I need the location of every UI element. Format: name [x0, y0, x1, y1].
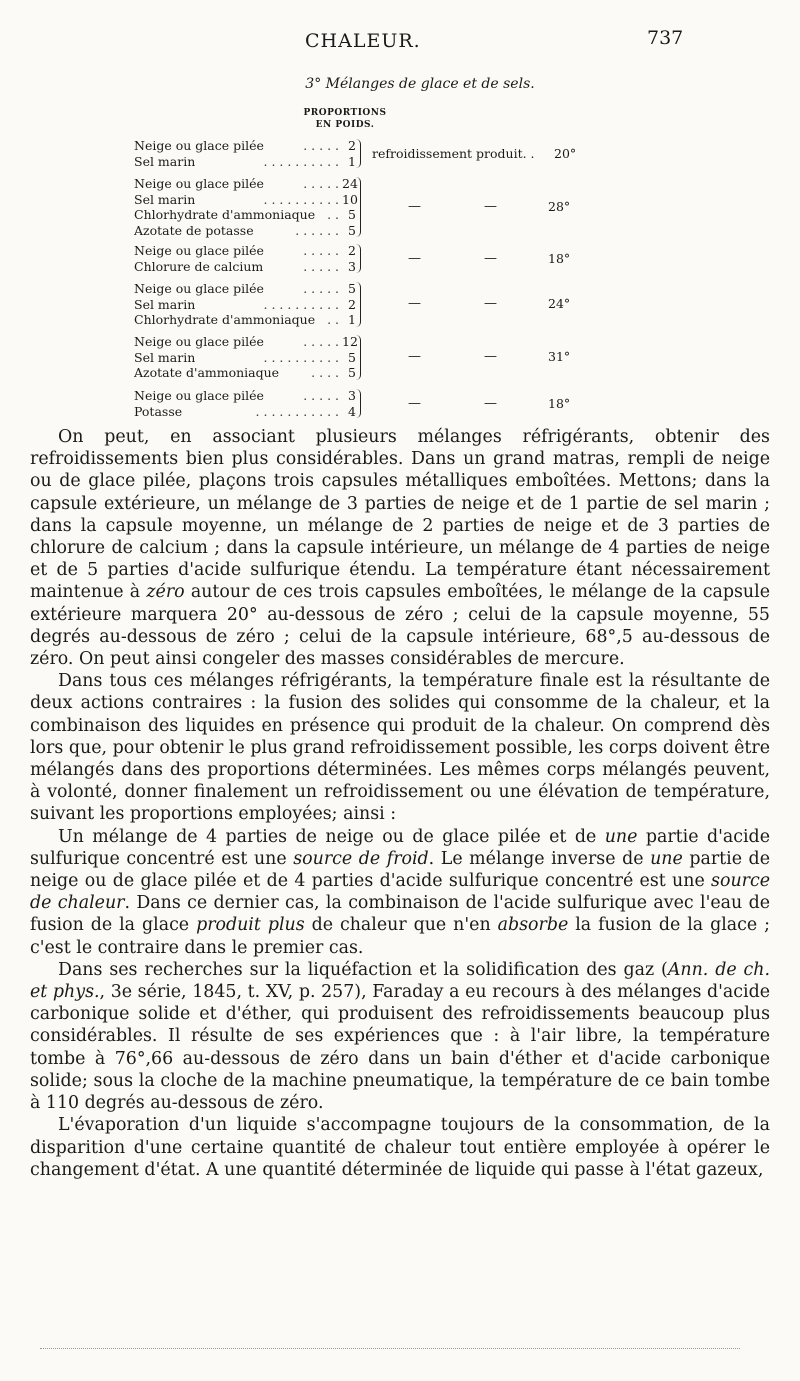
ingredient-name: Sel marin: [134, 349, 196, 365]
page-number: 737: [647, 27, 684, 49]
ingredient-quantity: 3: [348, 388, 356, 403]
text-run: de chaleur que n'en: [304, 915, 498, 936]
temperature-drop: 31°: [548, 349, 571, 365]
ditto-dash: —: [484, 395, 497, 411]
ingredient-quantity: 5: [348, 281, 356, 296]
italic-text: absorbe: [497, 915, 569, 936]
leader-dots: . . . .: [311, 365, 339, 380]
leader-dots: . . . . .: [303, 258, 339, 274]
running-head: [0, 27, 800, 54]
ingredient-name: Neige ou glace pilée: [134, 138, 264, 153]
leader-dots: . . . . .: [303, 281, 339, 296]
ingredient-name: Chlorhydrate d'ammoniaque: [134, 312, 316, 327]
ingredient-quantity: 2: [348, 296, 356, 312]
ingredient-quantity: 10: [342, 191, 358, 207]
leader-dots: . .: [327, 312, 339, 327]
group-brace: [356, 244, 361, 273]
italic-text: une: [604, 826, 638, 847]
ingredient-name: Neige ou glace pilée: [134, 176, 264, 191]
text-run: la fusion de la glace ; c'est le contraire dans le premier cas.: [30, 915, 770, 958]
ditto-dash: —: [484, 199, 497, 214]
group-brace: [356, 177, 361, 237]
ingredient-quantity: 5: [348, 207, 356, 222]
paragraph: [30, 1114, 770, 1181]
text-run: partie de neige ou de glace pilée et de 4 parties d'acide sulfurique concentré est une: [30, 848, 770, 892]
ingredient-quantity: 3: [348, 258, 356, 274]
ingredient-name: Neige ou glace pilée: [134, 243, 264, 258]
temperature-drop: 18°: [548, 250, 571, 266]
text-run: autour de ces trois capsules emboîtées, le mélange de la capsule extérieure marquera 20° au-dessous de zéro ; celui de la capsule moyenne, 55 degrés au-dessous de zéro ; celui de la capsule intérieure, 68°,5 au-dessous de zéro. On peut ainsi congeler des masses considérables de mercure.: [30, 582, 770, 670]
ingredient-name: Azotate de potasse: [134, 222, 254, 238]
paragraph: [30, 959, 770, 1114]
text-run: . Dans ce dernier cas, la combinaison de l'acide sulfurique avec l'eau de fusion de la glace: [30, 893, 770, 936]
leader-dots: . . . . .: [303, 388, 339, 403]
leader-dots: . . . . . . . . . .: [263, 191, 339, 207]
text-run: , 3e série, 1845, t. XV, p. 257), Faraday a eu recours à des mélanges d'acide carbonique solide et d'éther, qui produisent des refroidissements beaucoup plus considérables. Il résulte de ses expériences que : à l'air libre, la température tombe à 76°,66 au-dessous de zéro dans un bain d'éther et d'acide carbonique solide; sous la cloche de la machine pneumatique, la température de ce bain tombe à 110 degrés au-dessous de zéro.: [30, 982, 771, 1114]
ingredient-quantity: 5: [348, 222, 356, 238]
mixture-row: [134, 404, 604, 420]
mixture-group: [134, 281, 604, 328]
text-run: L'évaporation d'un liquide s'accompagne toujours de la consommation, de la disparition d'une certaine quantité de chaleur tout entière employée à opérer le changement d'état. A une quantité déterminée de liquide qui passe à l'état gazeux,: [30, 1115, 770, 1180]
paragraph: [30, 426, 770, 670]
italic-text: produit plus: [196, 915, 305, 936]
text-run: On peut, en associant plusieurs mélanges réfrigérants, obtenir des refroidissements bien plus considérables. Dans un grand matras, rempli de neige ou de glace pilée, plaçons trois capsules métalliques emboîtées. Mettons; dans la capsule extérieure, un mélange de 3 parties de neige et de 1 partie de sel marin ; dans la capsule moyenne, un mélange de 2 parties de neige et de 3 parties de chlorure de calcium ; dans la capsule intérieure, un mélange de 4 parties de neige et de 5 parties d'acide sulfurique étendu. La température étant nécessairement maintenue à: [30, 427, 770, 603]
ingredient-quantity: 2: [348, 243, 356, 258]
text-run: Dans tous ces mélanges réfrigérants, la température finale est la résultante de deux actions contraires : la fusion des solides qui consomme de la chaleur, et la combinaison des liquides en présence qui produit de la chaleur. On comprend dès lors que, pour obtenir le plus grand refroidissement possible, les corps doivent être mélangés dans des proportions déterminées. Les mêmes corps mélangés peuvent, à volonté, donner finalement un refroidissement ou une élévation de température, suivant les proportions employées; ainsi :: [30, 671, 770, 825]
leader-dots: . . . . .: [303, 176, 339, 191]
text-run: . Le mélange inverse de: [428, 848, 651, 869]
ingredient-quantity: 4: [348, 403, 356, 419]
ingredient-quantity: 5: [348, 349, 356, 365]
mixture-group: [134, 334, 604, 381]
ingredient-quantity: 1: [348, 153, 356, 169]
mixture-group: [134, 243, 604, 274]
leader-dots: . . . . . . . . . .: [263, 153, 339, 169]
paragraph: [30, 670, 770, 825]
ditto-dash: —: [484, 349, 497, 365]
column-header-line1: PROPORTIONS: [303, 108, 387, 118]
italic-text: source de froid: [293, 848, 429, 869]
italic-text: une: [650, 848, 683, 869]
ingredient-quantity: 24: [342, 176, 358, 191]
proportions-column-header: [300, 107, 390, 131]
ingredient-quantity: 2: [348, 138, 356, 153]
mixture-row: [134, 334, 604, 350]
ditto-dash: —: [408, 199, 421, 214]
footer-rule: [40, 1348, 740, 1349]
mixture-row: [134, 388, 604, 404]
group-brace: [356, 389, 361, 418]
leader-dots: . . . . . .: [295, 222, 339, 238]
ingredient-quantity: 1: [348, 312, 356, 327]
ingredient-name: Neige ou glace pilée: [134, 388, 264, 403]
leader-dots: . . . . . . . . . .: [263, 349, 339, 365]
temperature-drop: 28°: [548, 199, 571, 214]
mixture-row: [134, 192, 604, 208]
ditto-dash: —: [484, 250, 497, 266]
mixture-row: [134, 297, 604, 313]
mixture-group: [134, 138, 604, 169]
leader-dots: . . . . .: [303, 138, 339, 153]
mixture-row: [134, 223, 604, 239]
ingredient-name: Sel marin: [134, 296, 196, 312]
leader-dots: . . . . .: [303, 334, 339, 349]
mixture-group: [134, 388, 604, 419]
ingredient-name: Sel marin: [134, 153, 196, 169]
body-text: [30, 426, 770, 1181]
leader-dots: . . . . . . . . . . .: [255, 403, 339, 419]
ingredient-name: Chlorhydrate d'ammoniaque: [134, 207, 316, 222]
mixture-row: [134, 259, 604, 275]
column-header-line2: EN POIDS.: [315, 120, 375, 130]
text-run: partie d'acide sulfurique concentré est une: [30, 826, 770, 869]
ditto-dash: —: [408, 395, 421, 411]
temperature-drop: 24°: [548, 296, 571, 312]
mixture-row: [134, 207, 604, 223]
group-brace: [356, 335, 361, 380]
italic-text: source de chaleur: [30, 871, 770, 914]
ingredient-name: Sel marin: [134, 191, 196, 207]
temperature-drop: 20°: [554, 145, 577, 161]
ingredient-quantity: 12: [342, 334, 358, 349]
ditto-dash: —: [484, 296, 497, 312]
leader-dots: . .: [327, 207, 339, 222]
ditto-dash: —: [408, 349, 421, 365]
temperature-drop: 18°: [548, 395, 571, 411]
ditto-dash: —: [408, 296, 421, 312]
ingredient-name: Neige ou glace pilée: [134, 281, 264, 296]
leader-dots: . . . . .: [303, 243, 339, 258]
mixture-row: [134, 176, 604, 192]
text-run: Un mélange de 4 parties de neige ou de glace pilée et de: [58, 826, 605, 847]
ingredient-name: Neige ou glace pilée: [134, 334, 264, 349]
italic-text: zéro: [146, 582, 185, 603]
group-brace: [356, 139, 361, 168]
result-label: refroidissement produit. .: [372, 145, 535, 161]
text-run: Dans ses recherches sur la liquéfaction et la solidification des gaz (: [58, 959, 668, 980]
section-title: 3° Mélanges de glace et de sels.: [305, 76, 535, 92]
ingredient-name: Azotate d'ammoniaque: [134, 365, 280, 380]
ingredient-quantity: 5: [348, 365, 356, 380]
running-title: CHALEUR.: [305, 30, 421, 52]
ditto-dash: —: [408, 250, 421, 266]
mixture-group: [134, 176, 604, 238]
paragraph: [30, 826, 770, 959]
mixture-row: [134, 312, 604, 328]
mixture-row: [134, 365, 604, 381]
mixture-row: [134, 350, 604, 366]
leader-dots: . . . . . . . . . .: [263, 296, 339, 312]
group-brace: [356, 282, 361, 327]
mixture-row: [134, 243, 604, 259]
ingredient-name: Chlorure de calcium: [134, 258, 264, 274]
ingredient-name: Potasse: [134, 403, 183, 419]
italic-text: Ann. de ch. et phys.: [30, 959, 770, 1003]
mixture-row: [134, 281, 604, 297]
